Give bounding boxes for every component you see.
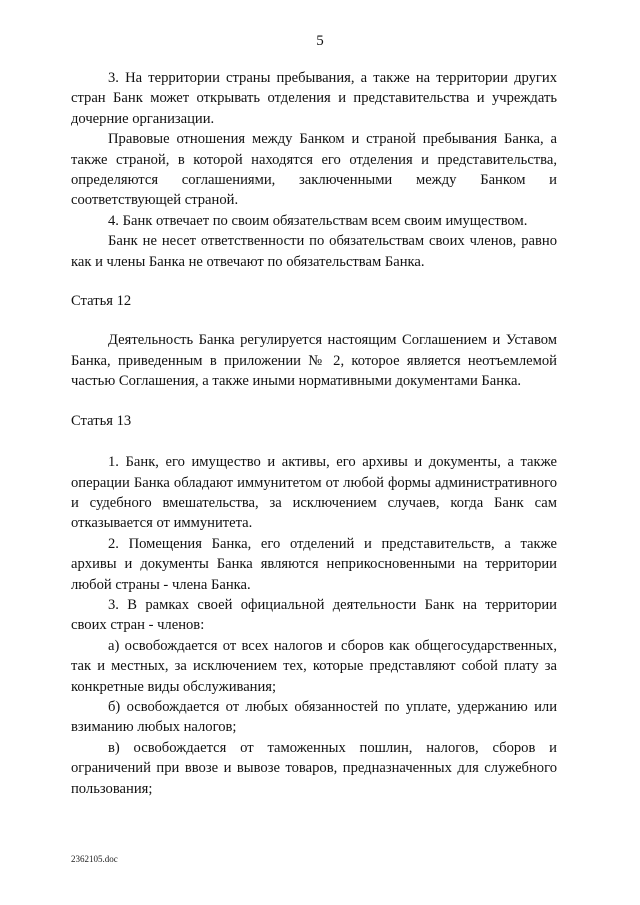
paragraph: 3. На территории страны пребывания, а также на территории других стран Банк может открывать отделения и представительства и учреждать дочерние организации. [71,70,557,127]
document-body [71,68,557,799]
paragraph: 1. Банк, его имущество и активы, его архивы и документы, а также операции Банка обладают иммунитетом от любой формы административного и судебного вмешательства, за исключением случаев, когда Банк сам отказывается от иммунитета. [71,454,557,532]
paragraph: а) освобождается от всех налогов и сборов как общегосударственных, так и местных, за исключением тех, которые представляют собой плату за конкретные виды обслуживания; [71,637,557,695]
article-13-heading: Статья 13 [71,412,132,429]
paragraph: Правовые отношения между Банком и страной пребывания Банка, а также страной, в которой находятся его отделения и представительства, определяются соглашениями, заключенными между Банком и соответствующей страной. [71,131,557,209]
paragraph: 4. Банк отвечает по своим обязательствам всем своим имуществом. [108,212,528,229]
paragraph: 3. В рамках своей официальной деятельности Банк на территории своих стран - членов: [71,596,557,634]
page-number: 5 [316,33,324,49]
paragraph: Банк не несет ответственности по обязательствам своих членов, равно как и члены Банка не отвечают по обязательствам Банка. [71,233,557,270]
paragraph: б) освобождается от любых обязанностей по уплате, удержанию или взиманию любых налогов; [71,698,557,736]
article-12-heading: Статья 12 [71,293,132,310]
document-filename: 2362105.doc [71,854,118,864]
paragraph: в) освобождается от таможенных пошлин, налогов, сборов и ограничений при ввозе и вывозе товаров, предназначенных для служебного пользования; [71,739,557,797]
paragraph: 2. Помещения Банка, его отделений и представительств, а также архивы и документы Банка являются неприкосновенными на территории любой страны - члена Банка. [71,535,557,593]
article-12-text: Деятельность Банка регулируется настоящим Соглашением и Уставом Банка, приведенным в приложении № 2, которое является неотъемлемой частью Соглашения, а также иными нормативными документами Банка. [71,332,557,390]
